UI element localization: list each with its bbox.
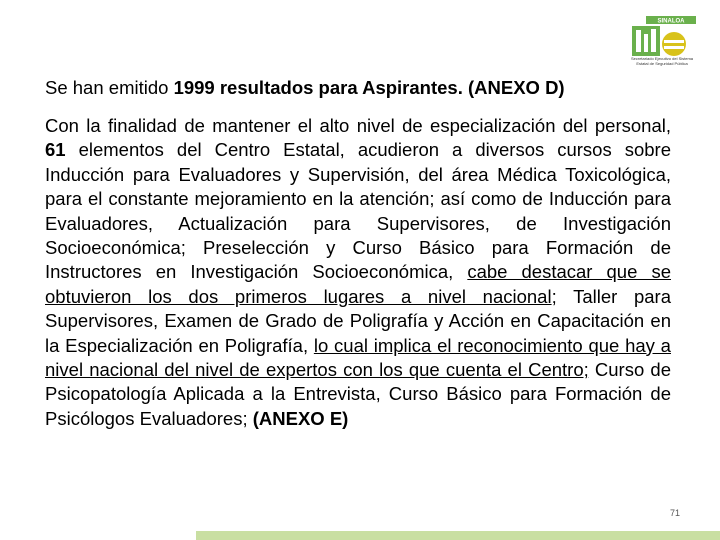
national-ranking-highlight: cabe destacar que se obtuvieron los dos primeros lugares a nivel nacional (45, 261, 671, 307)
logo-caption-line: Estatal de Seguridad Pública (636, 60, 688, 66)
results-line-text: Se han emitido (45, 77, 174, 98)
training-paragraph (45, 114, 671, 431)
annex-d-label: (ANEXO D) (462, 77, 565, 98)
page-number: 71 (669, 508, 680, 518)
paragraph-text: Curso de Psicopatología Aplicada a la Entrevista, Curso Básico para Formación de Psicólogos Evaluadores; (45, 359, 671, 429)
results-line (45, 74, 685, 102)
paragraph-text: Con la finalidad de mantener el alto nivel de especialización del personal, (45, 115, 671, 136)
svg-text:SINALOA: SINALOA (657, 18, 685, 25)
personnel-count: 61 (45, 139, 66, 161)
footer-bar (196, 531, 720, 540)
paragraph-text: elementos del Centro Estatal, acudieron a diversos cursos sobre Inducción para Evaluadores y Supervisión, del área Médica Toxicológica, para el constante mejoramiento en la atención; así como de Inducción para Evaluadores, Actualización para Supervisores, de Investigación Socioeconómica; Preselección y Curso Básico para Formación de Instructores en Investigación Socioeconómica, (45, 139, 671, 283)
paragraph-text: ; Taller para Supervisores, Examen de Grado de Poligrafía y Acción en Capacitación en la Especialización en Poligrafía, (45, 285, 671, 356)
logo-caption-line: Secretariado Ejecutivo del Sistema (630, 56, 694, 61)
annex-e-label: (ANEXO E) (252, 407, 349, 429)
national-recognition-highlight: lo cual implica el reconocimiento que hay a nivel nacional del nivel de expertos con los que cuenta el Centro; (45, 334, 671, 381)
logo-caption (622, 57, 702, 66)
sinaloa-emblem-icon (624, 14, 698, 58)
results-count: 1999 resultados para Aspirantes. (173, 77, 463, 98)
